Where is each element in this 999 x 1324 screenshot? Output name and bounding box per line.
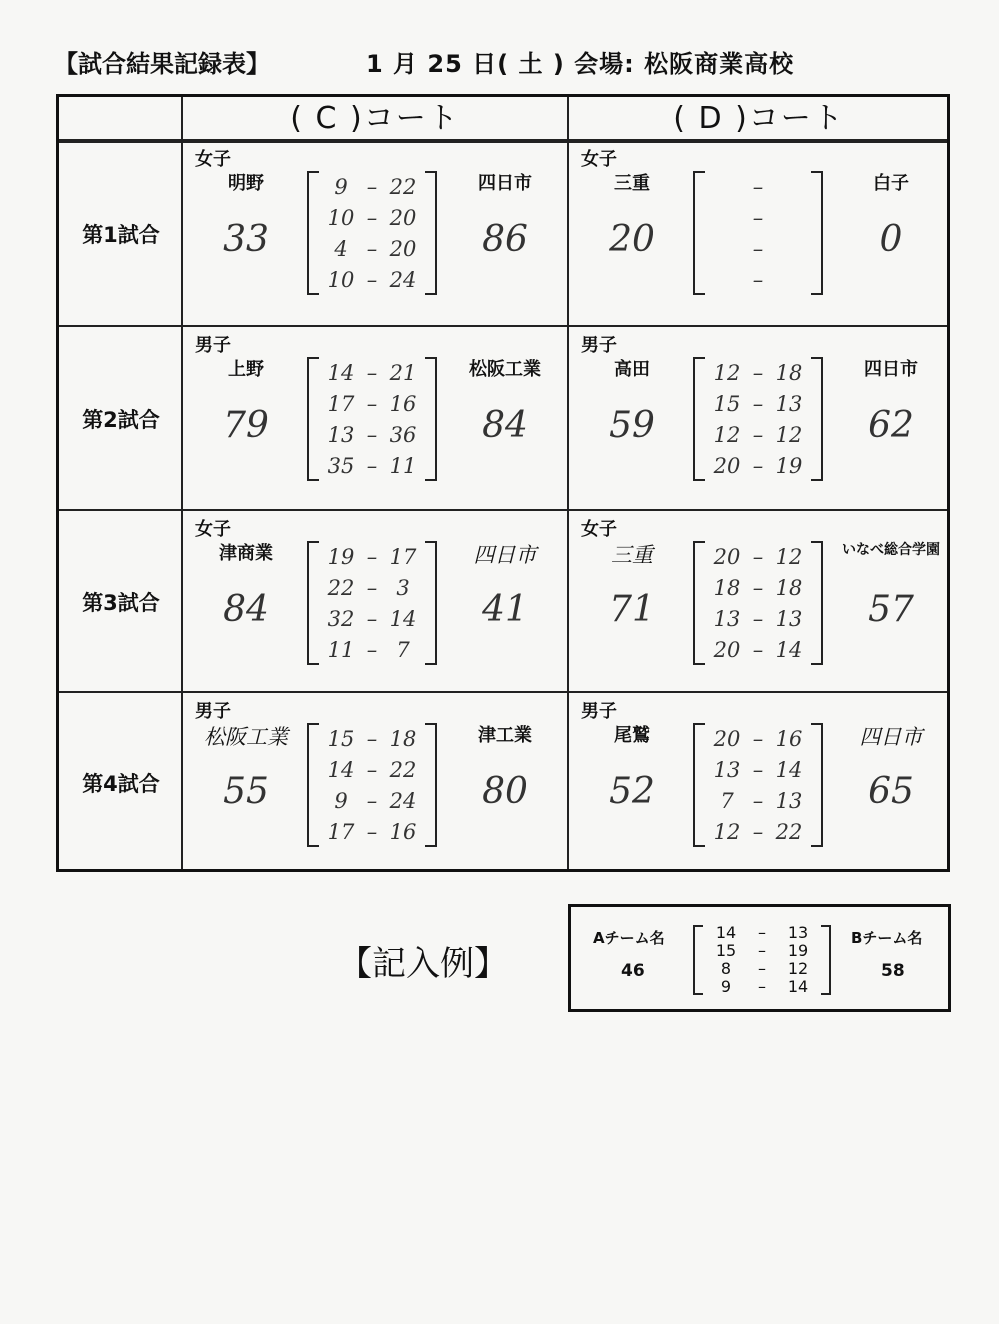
quarter-scores [693,357,823,481]
quarter-row [707,237,809,261]
quarter-row [707,789,809,813]
quarter-score-a: 20 [713,637,741,662]
quarter-row [321,206,423,230]
example-quarter-row [709,925,815,941]
example-score-a: 14 [715,923,737,942]
game-cell [183,693,567,871]
quarter-score-b: 19 [775,453,803,478]
quarter-row [321,423,423,447]
quarter-score-b: 22 [389,757,417,782]
quarter-score-a [707,268,747,292]
quarter-row [321,175,423,199]
quarter-score-a: 12 [713,360,741,385]
quarter-score-a: 12 [713,819,741,844]
quarter-score-b: 21 [389,360,417,385]
example-score-a: 9 [720,977,732,996]
quarter-score-a: 11 [327,637,355,662]
game-cell [569,693,949,871]
dash: – [752,205,764,230]
quarter-row [321,361,423,385]
quarter-row [321,454,423,478]
quarter-score-b: 12 [775,422,803,447]
team-a-name: 三重 [611,543,653,567]
quarter-scores [307,723,437,847]
quarter-score-a [707,206,747,230]
court-d-header: ( D )コート [673,101,845,136]
dash: – [752,575,764,600]
results-table [56,94,950,872]
team-a-name: 尾鷲 [614,725,650,746]
dash: – [752,360,764,385]
quarter-row [321,727,423,751]
dash: – [758,977,766,996]
gender-label: 男子 [195,701,231,722]
team-a-total: 79 [223,405,269,446]
quarter-row [321,545,423,569]
quarter-score-b: 14 [389,606,417,631]
quarter-score-b: 16 [389,391,417,416]
quarter-score-a [707,175,747,199]
gender-label: 女子 [581,149,617,170]
dash: – [752,174,764,199]
quarter-score-b [769,237,809,261]
quarter-row [707,392,809,416]
quarter-score-b: 11 [389,453,417,478]
team-a-name: 松阪工業 [204,725,288,749]
quarter-score-b: 18 [775,575,803,600]
match-label: 第3試合 [82,591,160,615]
quarter-score-a: 15 [327,726,355,751]
team-a-total: 59 [609,405,655,446]
team-b-total: 65 [868,771,914,812]
team-b-name: 四日市 [478,173,532,194]
court-c-header: ( C )コート [290,101,460,136]
dash: – [366,391,378,416]
team-b-total: 80 [482,771,528,812]
quarter-row [707,206,809,230]
quarter-score-a: 12 [713,422,741,447]
quarter-row [707,576,809,600]
quarter-scores [307,357,437,481]
quarter-score-b: 20 [389,236,417,261]
dash: – [752,453,764,478]
quarter-row [321,576,423,600]
quarter-score-b: 20 [389,205,417,230]
game-cell [569,141,949,325]
quarter-score-a: 14 [327,360,355,385]
quarter-score-a: 7 [720,788,734,813]
team-a-total: 33 [223,219,269,260]
dash: – [758,923,766,942]
team-a-name: 明野 [228,173,264,194]
quarter-scores [693,541,823,665]
quarter-row [321,607,423,631]
quarter-score-a: 13 [713,757,741,782]
quarter-row [707,727,809,751]
quarter-score-a: 15 [713,391,741,416]
quarter-score-b: 14 [775,637,803,662]
example-total-a: 46 [621,961,645,981]
example-score-a: 15 [715,941,737,960]
quarter-score-a: 13 [713,606,741,631]
example-score-b: 19 [787,941,809,960]
quarter-score-a: 17 [327,391,355,416]
quarter-score-b: 14 [775,757,803,782]
quarter-score-a: 9 [334,788,348,813]
quarter-score-b: 13 [775,788,803,813]
example-score-b: 12 [787,959,809,978]
team-b-name: 四日市 [864,359,918,380]
quarter-scores [693,171,823,295]
quarter-score-b: 17 [389,544,417,569]
team-a-name: 津商業 [219,543,273,564]
dash: – [758,941,766,960]
match-label: 第4試合 [82,772,160,796]
quarter-score-a: 10 [327,205,355,230]
example-quarter-row [709,943,815,959]
gender-label: 女子 [581,519,617,540]
game-cell [183,511,567,691]
quarter-score-b: 18 [389,726,417,751]
dash: – [366,606,378,631]
quarter-score-b: 16 [775,726,803,751]
team-b-total: 0 [879,219,903,260]
dash: – [366,757,378,782]
dash: – [366,788,378,813]
quarter-row [321,820,423,844]
quarter-score-a: 14 [327,757,355,782]
team-b-total: 86 [482,219,528,260]
dash: – [366,205,378,230]
team-b-name: 松阪工業 [469,359,541,380]
team-b-name: 津工業 [478,725,532,746]
quarter-score-a: 22 [327,575,355,600]
quarter-score-b: 22 [389,174,417,199]
quarter-score-a [707,237,747,261]
quarter-score-a: 17 [327,819,355,844]
quarter-row [321,237,423,261]
dash: – [366,726,378,751]
team-b-total: 84 [482,405,528,446]
gender-label: 男子 [581,335,617,356]
team-b-total: 57 [868,589,914,630]
dash: – [752,757,764,782]
quarter-scores [693,723,823,847]
example-team-a-label: Aチーム名 [593,929,665,947]
quarter-score-a: 4 [334,236,348,261]
gender-label: 男子 [195,335,231,356]
quarter-score-a: 13 [327,422,355,447]
example-box [568,904,951,1012]
gender-label: 男子 [581,701,617,722]
team-a-name: 上野 [228,359,264,380]
dash: – [752,606,764,631]
quarter-score-a: 32 [327,606,355,631]
quarter-score-b: 22 [775,819,803,844]
example-team-b-label: Bチーム名 [851,929,923,947]
quarter-score-b: 13 [775,391,803,416]
game-cell [183,141,567,325]
quarter-row [707,175,809,199]
quarter-score-b: 13 [775,606,803,631]
quarter-score-b: 36 [389,422,417,447]
quarter-score-a: 19 [327,544,355,569]
quarter-row [321,392,423,416]
match-label: 第1試合 [82,223,160,247]
quarter-scores [307,541,437,665]
quarter-row [321,638,423,662]
quarter-score-a: 9 [334,174,348,199]
quarter-row [707,361,809,385]
dash: – [366,267,378,292]
example-total-b: 58 [881,961,905,981]
dash: – [752,236,764,261]
quarter-score-b: 12 [775,544,803,569]
quarter-score-b [769,175,809,199]
example-score-a: 8 [720,959,732,978]
dash: – [752,788,764,813]
quarter-score-b: 24 [389,267,417,292]
dash: – [752,391,764,416]
quarter-score-b [769,268,809,292]
quarter-score-a: 20 [713,544,741,569]
example-quarter-bracket [693,925,831,995]
quarter-score-a: 18 [713,575,741,600]
quarter-score-a: 10 [327,267,355,292]
quarter-score-b [769,206,809,230]
dash: – [366,575,378,600]
match-label: 第2試合 [82,408,160,432]
dash: – [366,819,378,844]
dash: – [752,726,764,751]
team-a-total: 20 [609,219,655,260]
quarter-row [321,758,423,782]
quarter-score-b: 24 [389,788,417,813]
team-b-total: 41 [482,589,528,630]
example-quarter-row [709,961,815,977]
quarter-score-a: 20 [713,453,741,478]
quarter-score-a: 35 [327,453,355,478]
example-score-b: 13 [787,923,809,942]
dash: – [752,637,764,662]
date-venue: 1 月 25 日( 土 ) 会場: 松阪商業高校 [366,50,795,78]
team-a-total: 84 [223,589,269,630]
team-b-name: 四日市 [859,725,923,749]
dash: – [366,453,378,478]
quarter-score-b: 18 [775,360,803,385]
team-b-name: 白子 [873,173,909,194]
dash: – [752,819,764,844]
team-a-total: 71 [609,589,655,630]
gender-label: 女子 [195,519,231,540]
team-b-total: 62 [868,405,914,446]
quarter-row [321,268,423,292]
quarter-score-b: 16 [389,819,417,844]
quarter-row [707,607,809,631]
quarter-row [707,820,809,844]
team-b-name: 四日市 [473,543,537,567]
team-b-name: いなべ総合学園 [842,542,940,558]
quarter-row [707,454,809,478]
dash: – [366,422,378,447]
dash: – [366,544,378,569]
team-a-name: 三重 [614,173,650,194]
quarter-score-b: 7 [396,637,410,662]
header [54,44,954,80]
dash: – [758,959,766,978]
dash: – [752,422,764,447]
team-a-name: 高田 [614,359,650,380]
sheet-title: 【試合結果記録表】 [54,50,270,78]
dash: – [366,637,378,662]
game-cell [569,327,949,509]
quarter-row [707,758,809,782]
quarter-row [321,789,423,813]
gender-label: 女子 [195,149,231,170]
dash: – [366,360,378,385]
quarter-score-b: 3 [396,575,410,600]
quarter-scores [307,171,437,295]
example-title: 【記入例】 [338,944,508,984]
example-quarter-row [709,979,815,995]
game-cell [183,327,567,509]
quarter-row [707,423,809,447]
game-cell [569,511,949,691]
team-a-total: 55 [223,771,269,812]
quarter-row [707,638,809,662]
example-score-b: 14 [787,977,809,996]
quarter-row [707,268,809,292]
quarter-row [707,545,809,569]
dash: – [366,174,378,199]
team-a-total: 52 [609,771,655,812]
dash: – [752,267,764,292]
dash: – [752,544,764,569]
quarter-score-a: 20 [713,726,741,751]
dash: – [366,236,378,261]
